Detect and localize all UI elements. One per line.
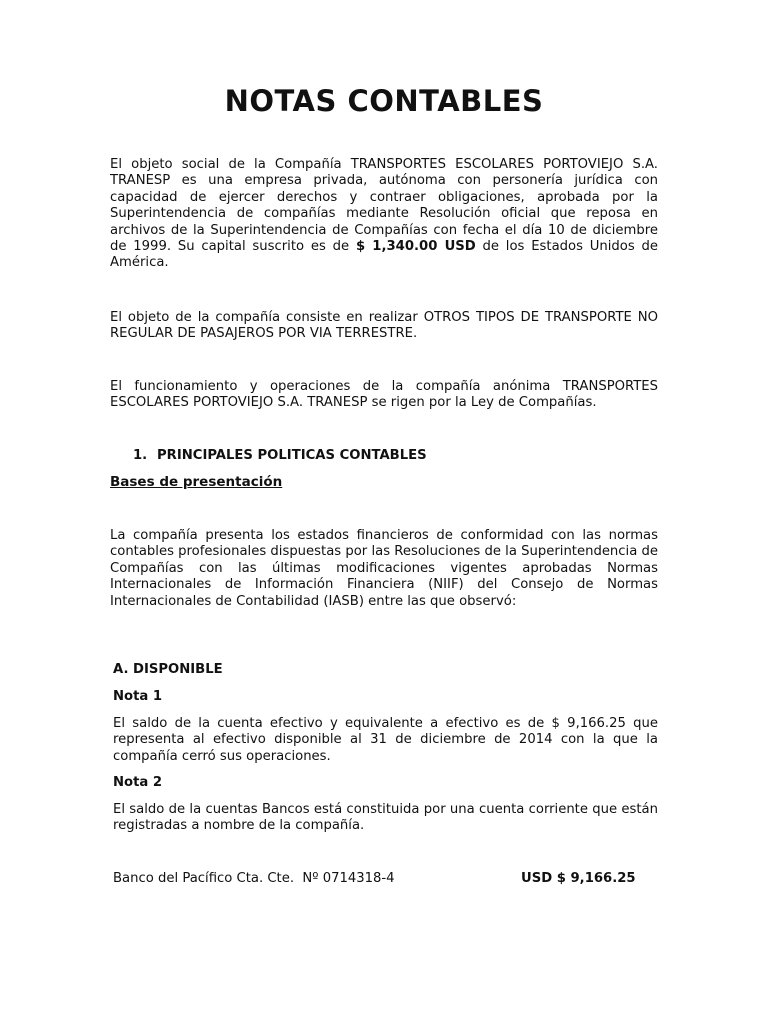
capital-amount: $ 1,340.00 USD bbox=[355, 239, 476, 255]
section-title: PRINCIPALES POLITICAS CONTABLES bbox=[157, 448, 427, 463]
bank-account-label: Banco del Pacífico Cta. Cte. Nº 0714318-4 bbox=[113, 871, 395, 886]
nota-2-label: Nota 2 bbox=[113, 775, 163, 790]
bank-account-amount: USD $ 9,166.25 bbox=[521, 871, 636, 886]
subsection-title: DISPONIBLE bbox=[133, 662, 223, 677]
nota-1-label: Nota 1 bbox=[113, 689, 163, 704]
bases-paragraph: La compañía presenta los estados financieros de conformidad con las normas contables profesionales dispuestas por las Resoluciones de la Superintendencia de Compañías con las últimas modificaciones vigentes aprobadas Normas Internacionales de Información Financiera (NIIF) del Consejo de Normas Internacionales de Contabilidad (IASB) entre las que observó: bbox=[110, 528, 658, 609]
company-description-text: El objeto social de la Compañía TRANSPORTES ESCOLARES PORTOVIEJO S.A. TRANESP es una empresa privada, autónoma con personería jurídica con capacidad de ejercer derechos y contraer obligaciones, aprobada por la Superintendencia de compañías mediante Resolución oficial que reposa en archivos de la Superintendencia de Compañías con fecha el día 10 de diciembre de 1999. Su capital suscrito es de bbox=[110, 157, 658, 255]
section-heading-policies bbox=[133, 448, 427, 463]
company-description-text-end: de los Estados Unidos de América. bbox=[110, 239, 659, 271]
nota-2-text: El saldo de la cuentas Bancos está constituida por una cuenta corriente que están registradas a nombre de la compañía. bbox=[113, 802, 658, 834]
subsection-letter: A. bbox=[113, 662, 129, 677]
subsection-heading-disponible bbox=[113, 662, 223, 677]
document-title: NOTAS CONTABLES bbox=[224, 84, 544, 118]
company-purpose-paragraph: El objeto de la compañía consiste en realizar OTROS TIPOS DE TRANSPORTE NO REGULAR DE PASAJEROS POR VIA TERRESTRE. bbox=[110, 310, 658, 342]
bases-heading: Bases de presentación bbox=[110, 474, 283, 490]
company-operations-paragraph: El funcionamiento y operaciones de la compañía anónima TRANSPORTES ESCOLARES PORTOVIEJO S.A. TRANESP se rigen por la Ley de Compañías. bbox=[110, 379, 658, 411]
nota-1-text: El saldo de la cuenta efectivo y equivalente a efectivo es de $ 9,166.25 que representa al efectivo disponible al 31 de diciembre de 2014 con la que la compañía cerró sus operaciones. bbox=[113, 716, 658, 764]
section-number: 1. bbox=[133, 448, 148, 463]
company-description-paragraph bbox=[110, 157, 658, 272]
